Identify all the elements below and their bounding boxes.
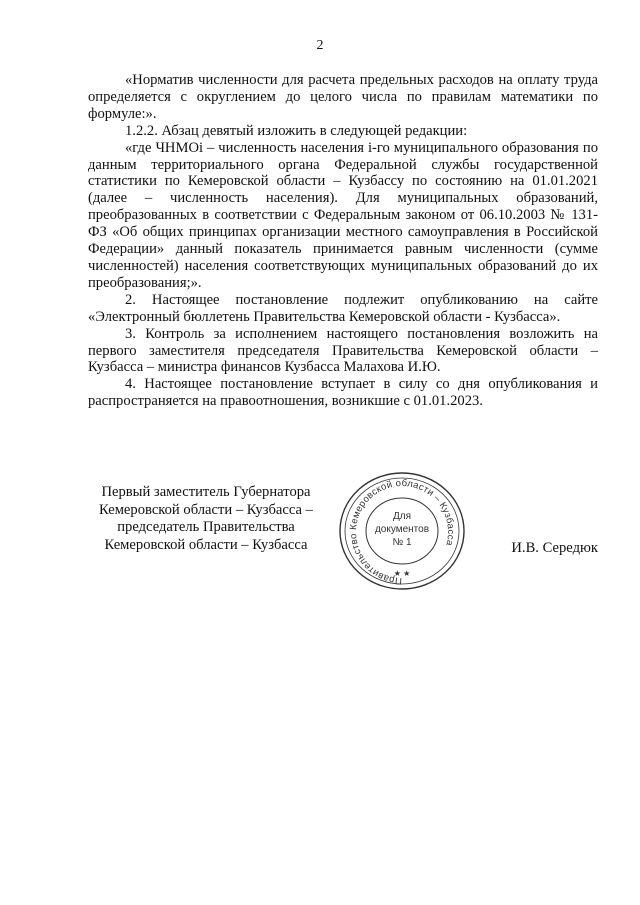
position-line: председатель Правительства <box>117 519 295 535</box>
stamp-ring-text: Правительство Кемеровской области – Кузбасса <box>348 477 457 587</box>
paragraph-6: 4. Настоящее постановление вступает в силу со дня опубликования и распространяется на правоотношения, возникшие с 01.01.2023. <box>88 376 598 410</box>
paragraph-5: 3. Контроль за исполнением настоящего постановления возложить на первого заместителя председателя Правительства Кемеровской области – Кузбасса – министра финансов Кузбасса Малахова И.Ю. <box>88 325 598 376</box>
position-line: Кемеровской области – Кузбасса <box>104 536 308 553</box>
signatory-position <box>88 484 324 554</box>
position-line: Кемеровской области – Кузбасса – <box>99 501 313 518</box>
signer-name: И.В. Середюк <box>511 540 598 556</box>
page-number: 2 <box>316 38 324 53</box>
official-stamp <box>332 466 472 596</box>
paragraph-2: 1.2.2. Абзац девятый изложить в следующей редакции: <box>125 122 468 139</box>
position-line: Первый заместитель Губернатора <box>101 484 311 500</box>
paragraph-3: «где ЧНМОi – численность населения i-го муниципального образования по данным территориального органа Федеральной службы государственной статистики по Кемеровской области – Кузбассу по состоянию на 01.01.2021 (далее – численность населения). Для муниципальных образований, преобразованных в соответствии с Федеральным законом от 06.10.2003 № 131-ФЗ «Об общих принципах организации местного самоуправления в Российской Федерации» данный показатель принимается равным численности (сумме численностей) населения соответствующих муниципальных образований до их преобразования;». <box>88 139 598 291</box>
stamp-center-line: № 1 <box>392 537 412 548</box>
paragraph-1: «Норматив численности для расчета предельных расходов на оплату труда определяется с округлением до целого числа по правилам математики по формуле:». <box>88 72 598 122</box>
paragraph-4: 2. Настоящее постановление подлежит опубликованию на сайте «Электронный бюллетень Правительства Кемеровской области - Кузбасса». <box>88 291 598 325</box>
stamp-center-line: документов <box>374 524 430 535</box>
stamp-center-line: Для <box>392 511 412 522</box>
stamp-star-icon: ★ ★ <box>393 569 411 578</box>
document-body <box>88 72 598 410</box>
stamp-seal <box>332 466 472 596</box>
